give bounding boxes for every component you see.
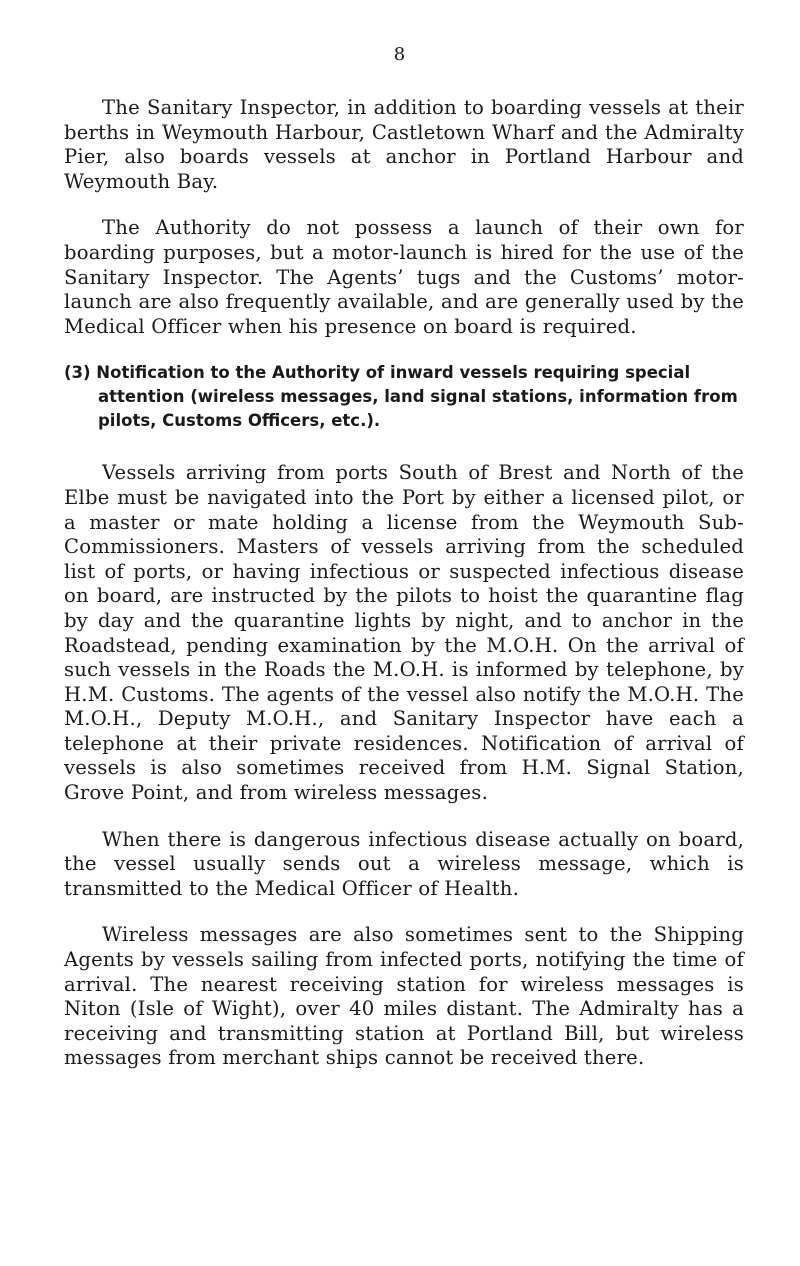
paragraph-sanitary-inspector: The Sanitary Inspector, in addition to boarding vessels at their berths in Weymouth Harbour, Castletown Wharf and the Admiralty Pier, also boards vessels at anchor in Portland Harbour and Weymouth Bay. bbox=[64, 96, 744, 193]
paragraph-dangerous-disease: When there is dangerous infectious disease actually on board, the vessel usually sends out a wireless message, which is transmitted to the Medical Officer of Health. bbox=[64, 827, 744, 900]
section-heading: (3) Notification to the Authority of inward vessels requiring special attention (wireless messages, land signal stations, information from pilots, Customs Officers, etc.). bbox=[64, 363, 738, 431]
document-body bbox=[64, 96, 744, 1093]
paragraph-vessels-arriving: Vessels arriving from ports South of Brest and North of the Elbe must be navigated into the Port by either a licensed pilot, or a master or mate holding a license from the Weymouth Sub-Commissioners. Masters of vessels arriving from the scheduled list of ports, or having infectious or suspected infectious disease on board, are instructed by the pilots to hoist the quarantine flag by day and the quarantine lights by night, and to anchor in the Roadstead, pending examination by the M.O.H. On the arrival of such vessels in the Roads the M.O.H. is informed by telephone, by H.M. Customs. The agents of the vessel also notify the M.O.H. The M.O.H., Deputy M.O.H., and Sanitary Inspector have each a telephone at their private residences. Notification of arrival of vessels is also sometimes received from H.M. Signal Station, Grove Point, and from wireless messages. bbox=[64, 461, 744, 805]
paragraph-launch: The Authority do not possess a launch of their own for boarding purposes, but a motor-launch is hired for the use of the Sanitary Inspector. The Agents’ tugs and the Customs’ motor-launch are also frequently available, and are generally used by the Medical Officer when his presence on board is required. bbox=[64, 216, 744, 338]
page-number: 8 bbox=[393, 44, 407, 65]
paragraph-wireless-messages: Wireless messages are also sometimes sent to the Shipping Agents by vessels sailing from infected ports, notifying the time of arrival. The nearest receiving station for wireless messages is Niton (Isle of Wight), over 40 miles distant. The Admiralty has a receiving and transmitting station at Portland Bill, but wireless messages from merchant ships cannot be received there. bbox=[64, 923, 744, 1070]
